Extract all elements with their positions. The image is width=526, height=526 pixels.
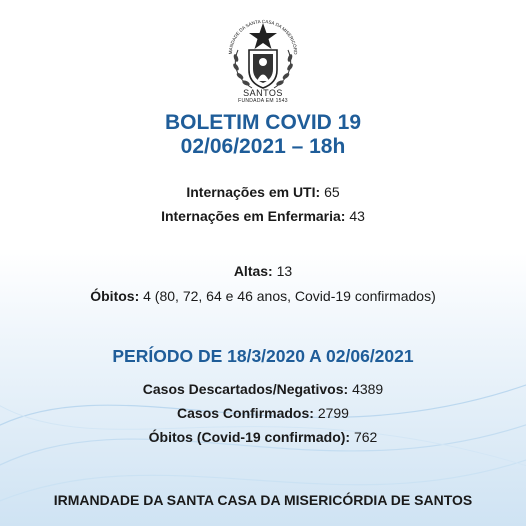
logo-city: SANTOS <box>243 88 283 98</box>
stat-uti-label: Internações em UTI: <box>186 184 321 200</box>
stat-enfermaria <box>0 208 526 224</box>
footer-institution: IRMANDADE DA SANTA CASA DA MISERICÓRDIA DE SANTOS <box>53 492 473 508</box>
period-obitos-label: Óbitos (Covid-19 confirmado): <box>148 429 351 445</box>
stat-uti-value: 65 <box>324 184 340 200</box>
period-obitos-value: 762 <box>353 429 378 445</box>
stat-altas-label: Altas: <box>233 263 273 279</box>
logo-arc-text: MANDADE DA SANTA CASA DA MISERICÓRD <box>227 18 299 55</box>
period-confirmados <box>0 405 526 421</box>
period-descartados <box>0 381 526 397</box>
stat-obitos-label: Óbitos: <box>90 288 140 304</box>
bulletin-datetime: 02/06/2021 – 18h <box>180 135 346 158</box>
stat-obitos <box>0 288 526 304</box>
period-descartados-label: Casos Descartados/Negativos: <box>142 381 349 397</box>
stat-enfermaria-value: 43 <box>349 208 365 224</box>
period-confirmados-label: Casos Confirmados: <box>177 405 314 421</box>
stat-altas <box>0 263 526 279</box>
bulletin-title: BOLETIM COVID 19 <box>164 111 362 134</box>
stat-uti <box>0 184 526 200</box>
period-obitos <box>0 429 526 445</box>
period-confirmados-value: 2799 <box>317 405 349 421</box>
logo-founded: FUNDADA EM 1543 <box>238 98 288 104</box>
stat-enfermaria-label: Internações em Enfermaria: <box>161 208 346 224</box>
period-title: PERÍODO DE 18/3/2020 A 02/06/2021 <box>112 346 414 366</box>
period-descartados-value: 4389 <box>352 381 384 397</box>
stat-obitos-value: 4 (80, 72, 64 e 46 anos, Covid-19 confirmados) <box>143 288 436 304</box>
stat-altas-value: 13 <box>276 263 293 279</box>
